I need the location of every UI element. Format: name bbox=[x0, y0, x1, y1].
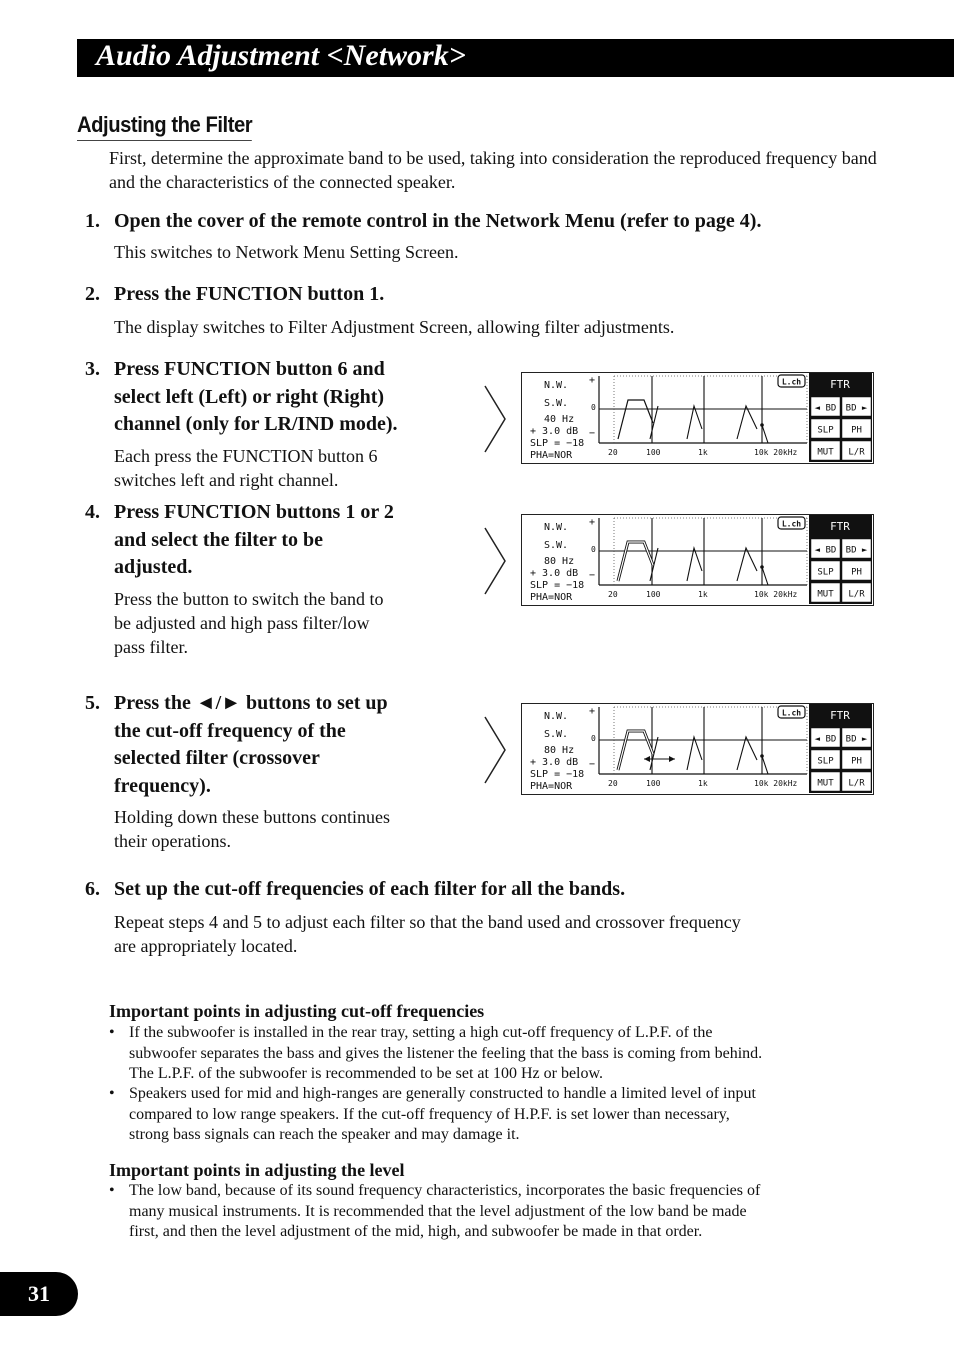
lcd-label-phase: PHA=NOR bbox=[530, 592, 573, 603]
lcd-label-slope: SLP = −18 bbox=[530, 438, 585, 449]
bullet-line: If the subwoofer is installed in the rear tray, setting a high cut-off frequency of L.P.F. of the bbox=[129, 1024, 713, 1041]
step-6-body bbox=[114, 910, 894, 958]
lcd-soft-button-label: L/R bbox=[848, 778, 865, 789]
step-4-heading-line: Press FUNCTION buttons 1 or 2 bbox=[114, 501, 394, 523]
lcd-filter-curve bbox=[762, 756, 768, 774]
lcd-y-minus: − bbox=[589, 570, 596, 581]
step-6-number: 6. bbox=[85, 878, 100, 900]
bullet-line: compared to low range speakers. If the cut-off frequency of H.P.F. is set lower than necessary, bbox=[129, 1105, 730, 1123]
lcd-x-tick: 1k bbox=[698, 779, 708, 788]
lcd-soft-button-label: PH bbox=[851, 567, 862, 578]
lcd-label-sw: S.W. bbox=[544, 729, 569, 740]
lcd-label-freq: 40 Hz bbox=[544, 414, 575, 425]
lcd-filter-curve bbox=[618, 400, 653, 439]
lcd-soft-button-label: SLP bbox=[817, 756, 834, 767]
lcd-soft-button-label: ◄ BD bbox=[814, 403, 837, 414]
step-2-body: The display switches to Filter Adjustment Screen, allowing filter adjustments. bbox=[114, 317, 675, 337]
bullet-icon: • bbox=[109, 1085, 115, 1102]
lcd-label-nw: N.W. bbox=[544, 380, 569, 391]
lcd-filter-point bbox=[760, 423, 764, 427]
step-5-heading-line: Press the ◄/► buttons to set up bbox=[114, 692, 388, 714]
step-6-body-line: are appropriately located. bbox=[114, 936, 298, 956]
left-arrow-icon bbox=[644, 756, 650, 762]
lcd-filter-point bbox=[760, 754, 764, 758]
lcd-label-level: + 3.0 dB bbox=[530, 426, 579, 437]
note-heading: Important points in adjusting the level bbox=[109, 1160, 405, 1180]
lcd-y-zero: 0 bbox=[591, 403, 596, 412]
note-bullet bbox=[109, 1181, 859, 1243]
step-4-body-line: Press the button to switch the band to bbox=[114, 589, 384, 609]
lcd-x-tick: 20 bbox=[608, 779, 618, 788]
lcd-graphic bbox=[522, 515, 872, 604]
lcd-y-plus: + bbox=[589, 375, 596, 386]
lcd-label-freq: 80 Hz bbox=[544, 745, 575, 756]
chevron-right-icon bbox=[483, 715, 507, 785]
lcd-label-sw: S.W. bbox=[544, 540, 569, 551]
lcd-y-plus: + bbox=[589, 706, 596, 717]
lcd-screen bbox=[521, 703, 874, 795]
bullet-line: many musical instruments. It is recommended that the level adjustment of the low band be made bbox=[129, 1202, 747, 1220]
step-5-heading-line: selected filter (crossover bbox=[114, 747, 320, 769]
note-heading: Important points in adjusting cut-off frequencies bbox=[109, 1001, 485, 1021]
page-number: 31 bbox=[28, 1281, 50, 1306]
lcd-soft-button-label: L/R bbox=[848, 589, 865, 600]
lcd-x-tick: 20 bbox=[608, 590, 618, 599]
lcd-label-level: + 3.0 dB bbox=[530, 757, 579, 768]
lcd-y-minus: − bbox=[589, 759, 596, 770]
lcd-soft-button-label: BD ► bbox=[845, 403, 868, 414]
lcd-y-zero: 0 bbox=[591, 734, 596, 743]
bullet-icon: • bbox=[109, 1182, 115, 1199]
step-2-number: 2. bbox=[85, 283, 100, 305]
lcd-y-zero: 0 bbox=[591, 545, 596, 554]
lcd-filter-point bbox=[760, 565, 764, 569]
step-1-heading: Open the cover of the remote control in the Network Menu (refer to page 4). bbox=[114, 210, 762, 232]
lcd-label-freq: 80 Hz bbox=[544, 556, 575, 567]
lcd-soft-button-label: BD ► bbox=[845, 734, 868, 745]
lcd-x-tick: 10k 20kHz bbox=[754, 590, 798, 599]
lcd-filter-curve bbox=[650, 406, 658, 439]
lcd-menu-title: FTR bbox=[830, 520, 850, 533]
lcd-soft-button-label: L/R bbox=[848, 447, 865, 458]
lcd-soft-button-label: ◄ BD bbox=[814, 545, 837, 556]
lcd-soft-button-label: MUT bbox=[817, 778, 834, 789]
lcd-x-tick: 10k 20kHz bbox=[754, 448, 798, 457]
lcd-filter-curve bbox=[687, 548, 702, 581]
step-5-heading-line: frequency). bbox=[114, 774, 211, 797]
step-4-body-line: be adjusted and high pass filter/low bbox=[114, 613, 370, 633]
lcd-soft-button-label: MUT bbox=[817, 447, 834, 458]
step-6-heading: Set up the cut-off frequencies of each filter for all the bands. bbox=[114, 878, 626, 900]
lcd-soft-button-label: MUT bbox=[817, 589, 834, 600]
step-3-body bbox=[114, 444, 464, 492]
bullet-line: subwoofer separates the bass and gives the listener the feeling that the bass is coming from behind. bbox=[129, 1044, 763, 1062]
lcd-label-sw: S.W. bbox=[544, 398, 569, 409]
lcd-soft-button-label: SLP bbox=[817, 425, 834, 436]
lcd-screen bbox=[521, 514, 874, 606]
step-2-heading: Press the FUNCTION button 1. bbox=[114, 283, 385, 305]
right-arrow-icon bbox=[669, 756, 675, 762]
lcd-label-slope: SLP = −18 bbox=[530, 769, 585, 780]
step-1-body: This switches to Network Menu Setting Screen. bbox=[114, 242, 459, 262]
step-3-number: 3. bbox=[85, 358, 100, 380]
lcd-channel-label: L.ch bbox=[781, 519, 802, 529]
step-5-number: 5. bbox=[85, 692, 100, 714]
lcd-x-tick: 100 bbox=[646, 590, 661, 599]
chevron-right-icon bbox=[483, 384, 507, 454]
lcd-menu-title: FTR bbox=[830, 709, 850, 722]
lcd-label-slope: SLP = −18 bbox=[530, 580, 585, 591]
section-heading: Adjusting the Filter bbox=[77, 111, 252, 141]
lcd-channel-label: L.ch bbox=[781, 377, 802, 387]
step-5-heading-line: the cut-off frequency of the bbox=[114, 719, 346, 742]
step-3-heading bbox=[114, 356, 464, 439]
bullet-icon: • bbox=[109, 1024, 115, 1041]
step-4-body bbox=[114, 587, 464, 659]
lcd-label-level: + 3.0 dB bbox=[530, 568, 579, 579]
lcd-soft-button-label: ◄ BD bbox=[814, 734, 837, 745]
lcd-label-nw: N.W. bbox=[544, 711, 569, 722]
lcd-soft-button-label: SLP bbox=[817, 567, 834, 578]
lcd-filter-curve bbox=[687, 406, 702, 439]
lcd-menu-title: FTR bbox=[830, 378, 850, 391]
lcd-x-tick: 100 bbox=[646, 448, 661, 457]
section-intro: First, determine the approximate band to be used, taking into consideration the reproduced frequency band and the characteristics of the connected speaker. bbox=[109, 148, 877, 192]
lcd-soft-button-label: BD ► bbox=[845, 545, 868, 556]
lcd-x-tick: 100 bbox=[646, 779, 661, 788]
step-4-heading bbox=[114, 499, 464, 582]
bullet-line: strong bass signals can reach the speaker and may damage it. bbox=[129, 1126, 520, 1143]
step-3-body-line: Each press the FUNCTION button 6 bbox=[114, 446, 378, 466]
bullet-line: Speakers used for mid and high-ranges are generally constructed to handle a limited level of input bbox=[129, 1085, 756, 1102]
step-4-body-line: pass filter. bbox=[114, 637, 188, 657]
step-3-heading-line: Press FUNCTION button 6 and bbox=[114, 358, 385, 380]
step-4-heading-line: adjusted. bbox=[114, 556, 193, 578]
note-bullet bbox=[109, 1084, 859, 1146]
lcd-filter-curve bbox=[762, 567, 768, 585]
step-5-heading bbox=[114, 690, 464, 800]
step-3-body-line: switches left and right channel. bbox=[114, 470, 339, 490]
lcd-y-plus: + bbox=[589, 517, 596, 528]
page-title: Audio Adjustment <Network> bbox=[96, 39, 466, 72]
step-5-body bbox=[114, 805, 464, 853]
lcd-label-phase: PHA=NOR bbox=[530, 781, 573, 792]
step-3-heading-line: select left (Left) or right (Right) bbox=[114, 385, 385, 408]
lcd-screen bbox=[521, 372, 874, 464]
lcd-x-tick: 20 bbox=[608, 448, 618, 457]
lcd-x-tick: 1k bbox=[698, 590, 708, 599]
step-4-number: 4. bbox=[85, 501, 100, 523]
bullet-line: The L.P.F. of the subwoofer is recommended to be set at 100 Hz or below. bbox=[129, 1065, 604, 1082]
lcd-filter-curve bbox=[737, 737, 757, 770]
lcd-filter-curve bbox=[687, 737, 702, 770]
step-1-number: 1. bbox=[85, 210, 100, 232]
chevron-right-icon bbox=[483, 526, 507, 596]
step-5-body-line: Holding down these buttons continues bbox=[114, 807, 390, 827]
step-3-heading-line: channel (only for LR/IND mode). bbox=[114, 413, 398, 435]
lcd-x-tick: 10k 20kHz bbox=[754, 779, 798, 788]
lcd-graphic bbox=[522, 373, 872, 462]
lcd-filter-curve bbox=[737, 548, 757, 581]
lcd-y-minus: − bbox=[589, 428, 596, 439]
lcd-soft-button-label: PH bbox=[851, 425, 862, 436]
lcd-channel-label: L.ch bbox=[781, 708, 802, 718]
step-4-heading-line: and select the filter to be bbox=[114, 528, 324, 551]
step-6-body-line: Repeat steps 4 and 5 to adjust each filter so that the band used and crossover frequency bbox=[114, 912, 741, 932]
lcd-soft-button-label: PH bbox=[851, 756, 862, 767]
bullet-line: first, and then the level adjustment of the mid, high, and subwoofer be made in that order. bbox=[129, 1223, 703, 1240]
bullet-line: The low band, because of its sound frequency characteristics, incorporates the basic frequencies of bbox=[129, 1182, 761, 1199]
lcd-label-phase: PHA=NOR bbox=[530, 450, 573, 461]
lcd-filter-curve bbox=[762, 425, 768, 443]
lcd-label-nw: N.W. bbox=[544, 522, 569, 533]
step-5-body-line: their operations. bbox=[114, 831, 231, 851]
lcd-filter-curve bbox=[737, 406, 757, 439]
note-bullet bbox=[109, 1023, 859, 1085]
lcd-x-tick: 1k bbox=[698, 448, 708, 457]
lcd-graphic bbox=[522, 704, 872, 793]
